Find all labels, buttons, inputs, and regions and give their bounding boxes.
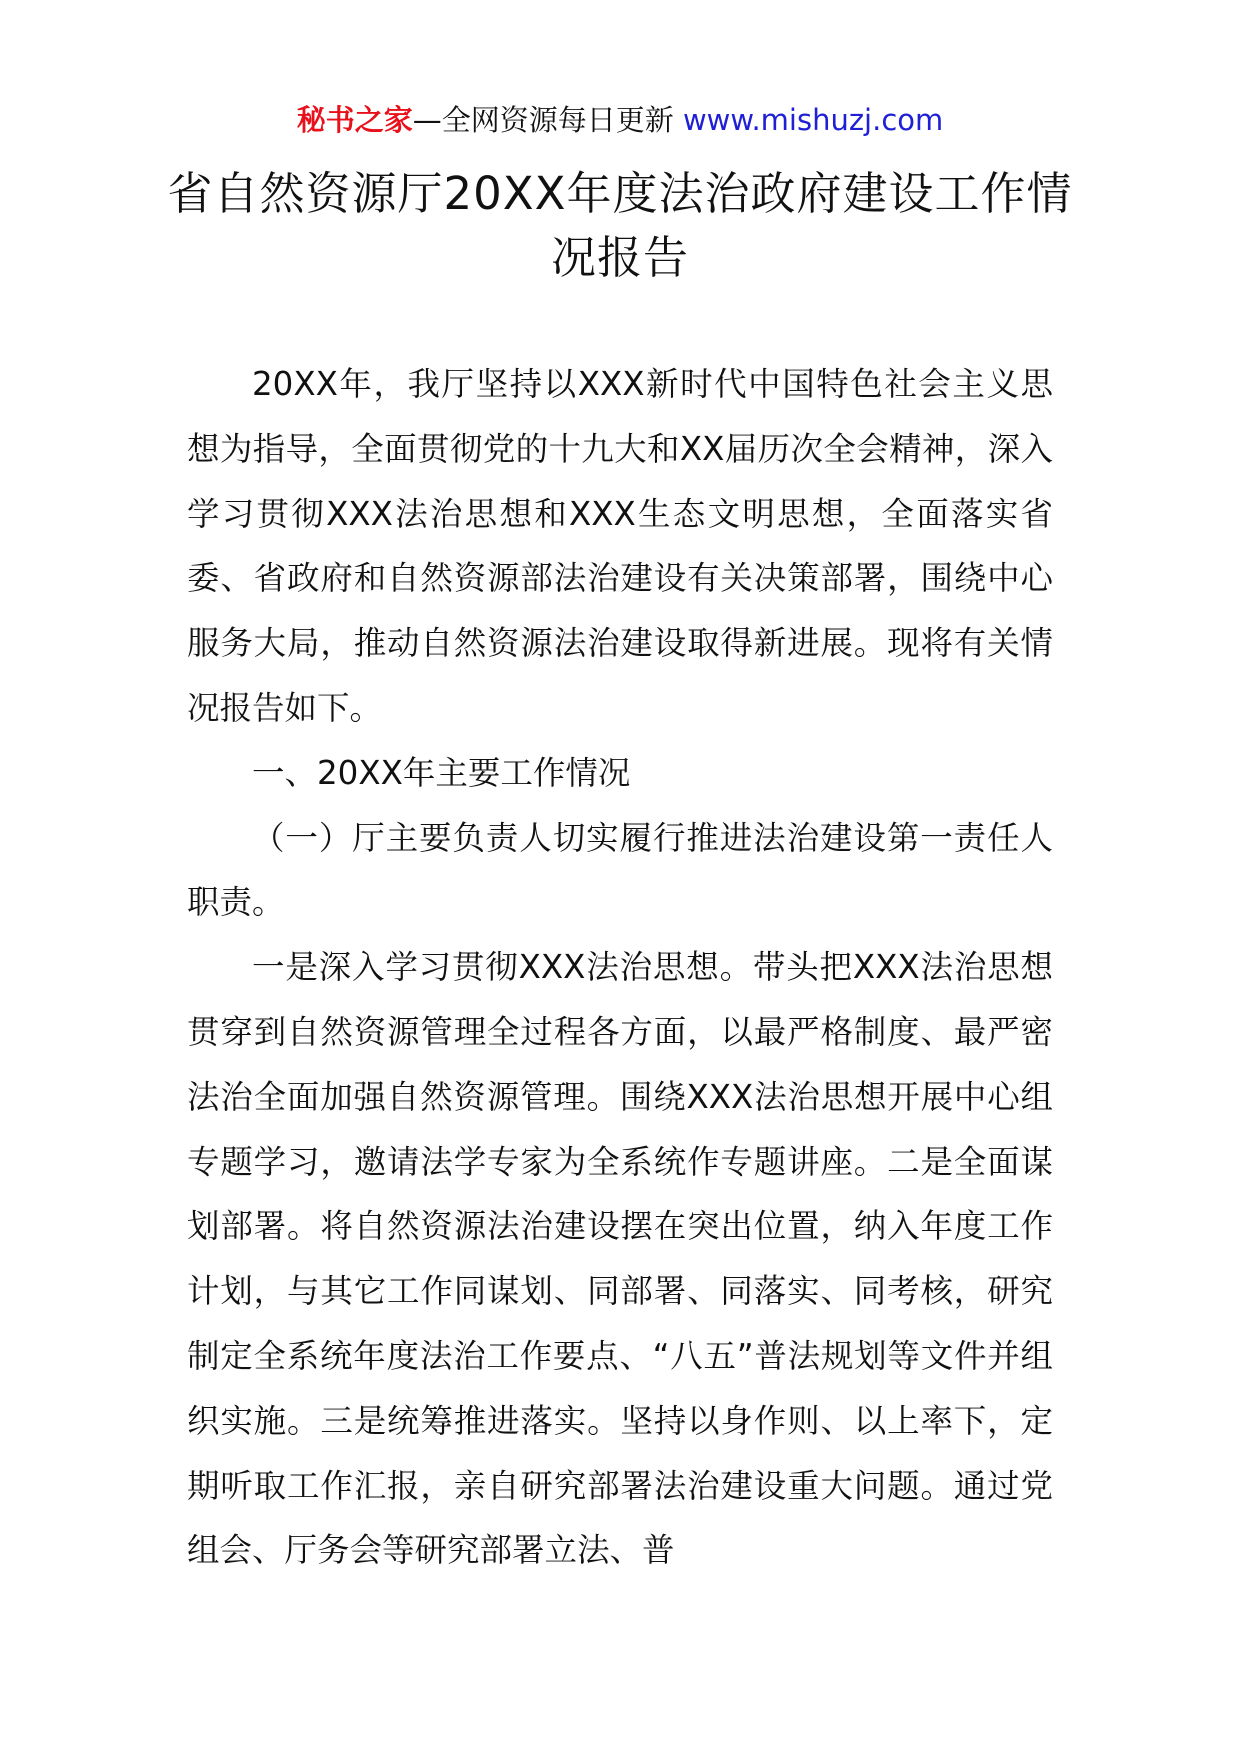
- document-title: 省自然资源厅20XX年度法治政府建设工作情况报告: [167, 167, 1073, 284]
- body-paragraph: 一是深入学习贯彻XXX法治思想。带头把XXX法治思想贯穿到自然资源管理全过程各方面，以最严格制度、最严密法治全面加强自然资源管理。围绕XXX法治思想开展中心组专题学习，邀请法学专家为全系统作专题讲座。二是全面谋划部署。将自然资源法治建设摆在突出位置，纳入年度工作计划，与其它工作同谋划、同部署、同落实、同考核，研究制定全系统年度法治工作要点、“八五”普法规划等文件并组织实施。三是统筹推进落实。坚持以身作则、以上率下，定期听取工作汇报，亲自研究部署法治建设重大问题。通过党组会、厅务会等研究部署立法、普: [187, 948, 1053, 1570]
- intro-paragraph: 20XX年，我厅坚持以XXX新时代中国特色社会主义思想为指导，全面贯彻党的十九大和XX届历次全会精神，深入学习贯彻XXX法治思想和XXX生态文明思想，全面落实省委、省政府和自然资源部法治建设有关决策部署，围绕中心服务大局，推动自然资源法治建设取得新进展。现将有关情况报告如下。: [187, 365, 1053, 727]
- site-header: [0, 100, 1240, 140]
- subsection-heading: （一）厅主要负责人切实履行推进法治建设第一责任人职责。: [187, 818, 1053, 922]
- brand-name: 秘书之家: [296, 103, 413, 137]
- site-url-link[interactable]: www.mishuzj.com: [682, 103, 944, 137]
- header-tagline: —全网资源每日更新: [412, 103, 674, 137]
- section-heading: 一、20XX年主要工作情况: [252, 753, 631, 792]
- document-body: [187, 352, 1053, 1583]
